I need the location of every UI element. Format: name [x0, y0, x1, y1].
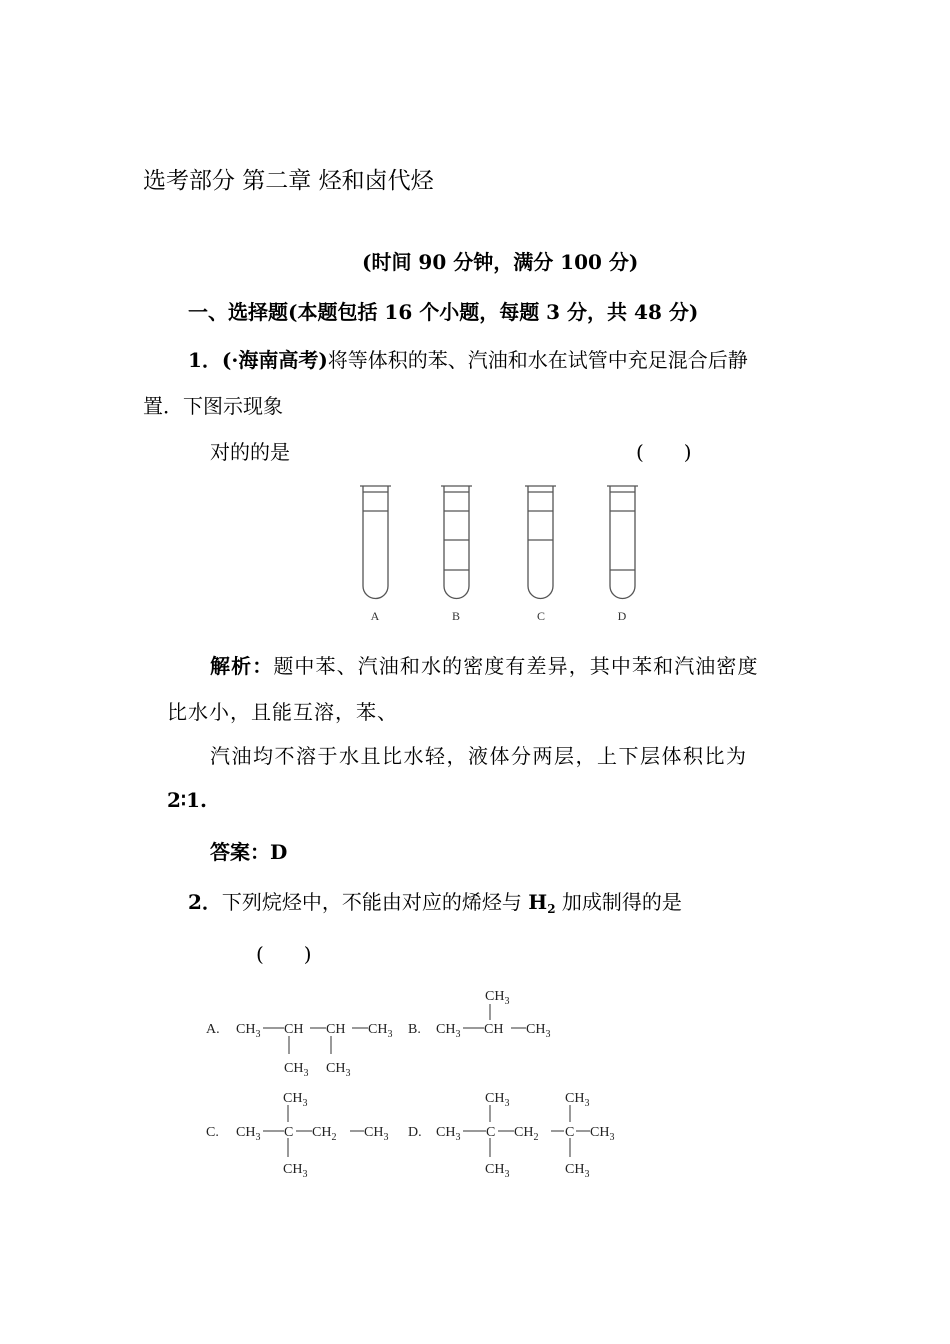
option-b-label: B.: [408, 1022, 421, 1037]
h-symbol: H: [528, 890, 548, 914]
svg-text:CH3: $CH_3$: [284, 1061, 309, 1079]
group: CH: [526, 1022, 546, 1037]
analysis-line-4: 2∶1.: [167, 788, 207, 812]
tube-label-c: C: [536, 609, 546, 623]
answer-label: 答案：: [210, 840, 270, 864]
group: CH: [284, 1022, 304, 1037]
svg-text:CH3: $CH_3$: [436, 1022, 461, 1040]
question-1-stem-cont: 置．下图示现象: [143, 394, 283, 418]
group: CH: [236, 1125, 256, 1140]
option-c-label: C.: [206, 1125, 219, 1140]
answer-bracket: ( ): [636, 440, 692, 464]
branch: CH: [485, 1162, 505, 1177]
svg-text:CH2: $CH_2$: [312, 1125, 337, 1143]
svg-text:CH3: $CH_3$: [485, 989, 510, 1007]
question-source: (·海南高考): [221, 348, 328, 372]
branch: CH: [485, 989, 505, 1004]
test-tube-b: [441, 486, 472, 599]
question-1-stem: [188, 344, 748, 373]
test-tube-c: [525, 486, 556, 598]
h2-formula: [528, 890, 555, 914]
group: CH: [436, 1022, 456, 1037]
svg-text:CH3: $CH_3$: [368, 1022, 393, 1040]
tube-label-a: A: [370, 609, 380, 623]
answer-bracket-2: ( ): [256, 942, 312, 966]
svg-text:CH3: $CH_3$: [565, 1091, 590, 1109]
section-heading: 一、选择题(本题包括 16 个小题，每题 3 分，共 48 分): [188, 300, 699, 324]
test-tubes-diagram: [340, 478, 660, 628]
analysis-line-3: 汽油均不溶于水且比水轻，液体分两层，上下层体积比为: [210, 744, 748, 768]
svg-text:CH3: $CH_3$: [283, 1091, 308, 1109]
structural-formulas: [200, 982, 640, 1182]
question-text: 下列烷烃中，不能由对应的烯烃与: [221, 890, 529, 914]
page-title: 选考部分 第二章 烃和卤代烃: [143, 168, 434, 194]
option-a-label: A.: [206, 1022, 220, 1037]
group: C: [284, 1125, 294, 1140]
group: CH: [368, 1022, 388, 1037]
branch: CH: [485, 1091, 505, 1106]
analysis-text: 题中苯、汽油和水的密度有差异，其中苯和汽油密度: [273, 654, 759, 678]
branch: CH: [565, 1091, 585, 1106]
group: C: [565, 1125, 575, 1140]
branch: CH: [283, 1091, 303, 1106]
svg-text:CH3: $CH_3$: [485, 1162, 510, 1180]
tube-label-d: D: [617, 609, 627, 623]
analysis-label: 解析：: [210, 654, 274, 678]
svg-text:CH3: $CH_3$: [485, 1091, 510, 1109]
question-number: 2．: [188, 890, 222, 914]
group: CH: [326, 1022, 346, 1037]
group: CH: [590, 1125, 610, 1140]
question-1-stem-cont2: 对的的是: [210, 440, 290, 464]
test-tube-a: [360, 486, 391, 599]
tube-label-b: B: [451, 609, 461, 623]
question-text-end: 加成制得的是: [555, 890, 682, 914]
group: CH: [312, 1125, 332, 1140]
group: CH: [236, 1022, 256, 1037]
svg-text:CH2: $CH_2$: [514, 1125, 539, 1143]
svg-text:CH3: $CH_3$: [326, 1061, 351, 1079]
svg-text:CH3: $CH_3$: [590, 1125, 615, 1143]
test-tube-d: [607, 486, 638, 599]
branch: CH: [283, 1162, 303, 1177]
svg-text:CH3: $CH_3$: [283, 1162, 308, 1180]
question-text: 将等体积的苯、汽油和水在试管中充足混合后静: [327, 348, 748, 372]
group: CH: [514, 1125, 534, 1140]
group: C: [486, 1125, 496, 1140]
question-2-stem: [188, 886, 682, 916]
branch: CH: [326, 1061, 346, 1076]
answer-line: [210, 836, 287, 865]
group: CH: [436, 1125, 456, 1140]
analysis-line-1: [210, 650, 759, 679]
branch: CH: [565, 1162, 585, 1177]
svg-text:CH3: $CH_3$: [526, 1022, 551, 1040]
exam-info: (时间 90 分钟，满分 100 分): [362, 250, 639, 274]
group: CH: [484, 1022, 504, 1037]
h-subscript: 2: [547, 902, 556, 916]
svg-text:CH3: $CH_3$: [364, 1125, 389, 1143]
option-d-label: D.: [408, 1125, 422, 1140]
branch: CH: [284, 1061, 304, 1076]
analysis-line-2: 比水小，且能互溶，苯、: [167, 700, 398, 724]
answer-value: D: [270, 840, 288, 864]
svg-text:CH3: $CH_3$: [436, 1125, 461, 1143]
group: CH: [364, 1125, 384, 1140]
svg-text:CH3: $CH_3$: [236, 1022, 261, 1040]
svg-text:CH3: $CH_3$: [565, 1162, 590, 1180]
question-number: 1．: [188, 348, 222, 372]
svg-text:CH3: $CH_3$: [236, 1125, 261, 1143]
